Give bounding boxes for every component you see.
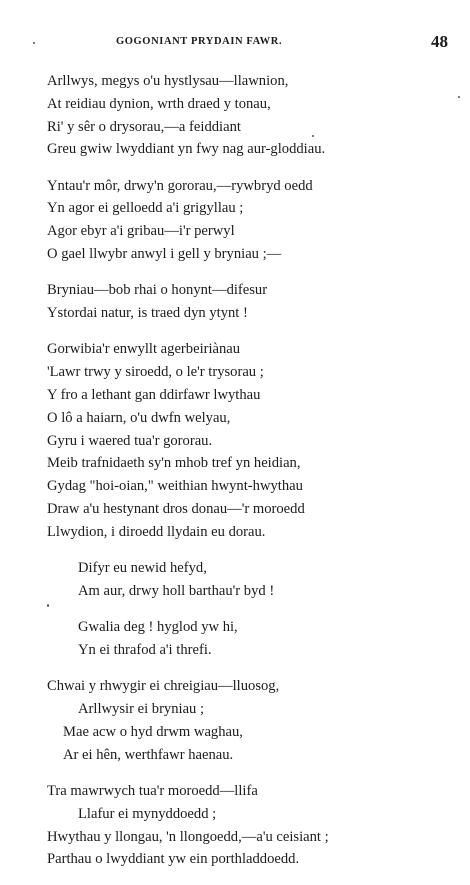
verse-line: Greu gwiw lwyddiant yn fwy nag aur-gloddiau. [47, 141, 326, 158]
print-speck [312, 135, 314, 137]
running-head-title: GOGONIANT PRYDAIN FAWR. [116, 36, 283, 47]
verse-line: Gydag "hoi-oian," weithian hwynt-hwythau [47, 478, 303, 495]
verse-line: Gyru i waered tua'r gororau. [47, 432, 213, 449]
verse-line: Meib trafnidaeth sy'n mhob tref yn heidian, [47, 455, 301, 472]
verse-line: Hwythau y llongau, 'n llongoedd,—a'u ceisiant ; [47, 828, 329, 845]
verse-line: At reidiau dynion, wrth draed y tonau, [47, 95, 271, 112]
verse-line: O lô a haiarn, o'u dwfn welyau, [47, 409, 231, 426]
verse-line: Ri' y sêr o drysorau,—a feiddiant [47, 118, 241, 135]
print-speck [458, 96, 460, 98]
verse-line: 'Lawr trwy y siroedd, o le'r trysorau ; [47, 364, 264, 381]
verse-line: Llafur ei mynyddoedd ; [78, 805, 217, 822]
running-head [0, 32, 470, 56]
verse-line: Difyr eu newid hefyd, [78, 560, 207, 577]
print-speck [47, 604, 49, 607]
verse-line: Agor ebyr a'i gribau—i'r perwyl [47, 223, 235, 240]
verse-line: Y fro a lethant gan ddirfawr lwythau [47, 387, 261, 404]
verse-line: Llwydion, i diroedd llydain eu dorau. [47, 523, 266, 540]
print-speck [33, 42, 35, 44]
verse-line: Bryniau—bob rhai o honynt—difesur [47, 282, 268, 299]
stanza [47, 279, 467, 325]
verse-line: Am aur, drwy holl barthau'r byd ! [78, 582, 275, 599]
verse-line: Parthau o lwyddiant yw ein porthladdoedd. [47, 851, 300, 868]
verse-line: Yntau'r môr, drwy'n gororau,—rywbryd oedd [47, 177, 313, 194]
stanza [47, 175, 467, 266]
verse-line: O gael llwybr anwyl i gell y bryniau ;— [47, 246, 282, 263]
stanza [47, 338, 467, 543]
stanza [47, 780, 467, 871]
stanza [47, 70, 467, 161]
stanza [47, 557, 467, 603]
verse-line: Ar ei hên, werthfawr haenau. [63, 746, 234, 763]
verse-line: Arllwysir ei bryniau ; [78, 701, 205, 718]
verse-line: Gorwibia'r enwyllt agerbeiriànau [47, 341, 241, 358]
verse-line: Gwalia deg ! hyglod yw hi, [78, 619, 238, 636]
verse-line: Tra mawrwych tua'r moroedd—llifa [47, 783, 258, 800]
poem-body [47, 70, 467, 885]
stanza [47, 675, 467, 766]
verse-line: Yn agor ei gelloedd a'i grigyllau ; [47, 200, 244, 217]
verse-line: Chwai y rhwygir ei chreigiau—lluosog, [47, 678, 280, 695]
page-number: 48 [431, 32, 448, 51]
verse-line: Arllwys, megys o'u hystlysau—llawnion, [47, 73, 289, 89]
verse-line: Ystordai natur, is traed dyn ytynt ! [47, 305, 248, 322]
stanza [47, 616, 467, 662]
verse-line: Draw a'u hestynant dros donau—'r moroedd [47, 501, 305, 518]
verse-line: Yn ei thrafod a'i threfi. [78, 642, 212, 659]
verse-line: Mae acw o hyd drwm waghau, [63, 723, 243, 740]
